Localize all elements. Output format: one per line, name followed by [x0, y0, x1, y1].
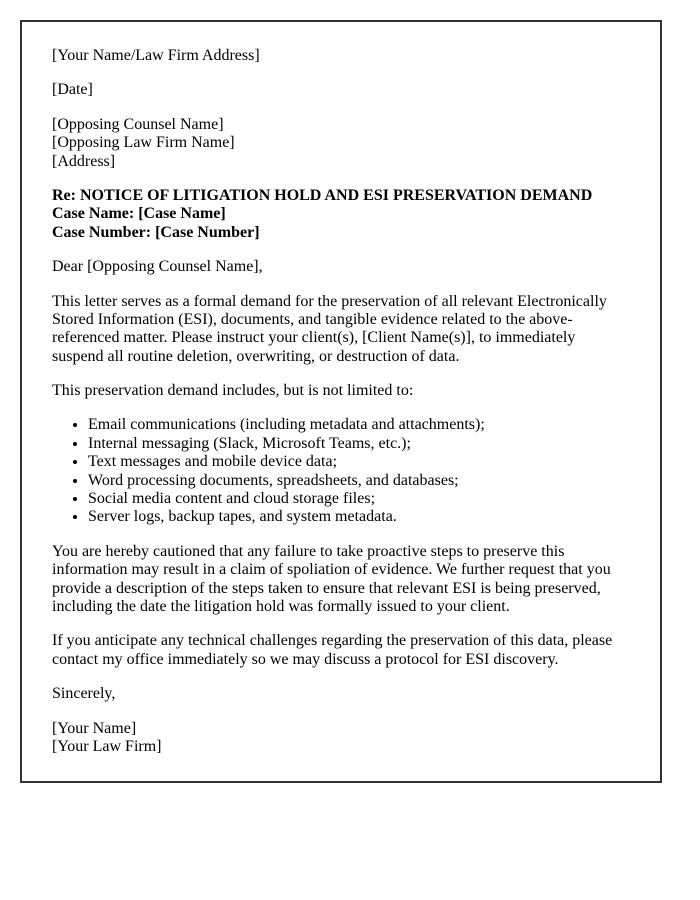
- list-item-server-logs: • Server logs, backup tapes, and system metadata.: [88, 508, 630, 526]
- list-item-text-messages: • Text messages and mobile device data;: [88, 453, 630, 471]
- paragraph-demand-intro: This letter serves as a formal demand for the preservation of all relevant Electronically Stored Information (ESI), documents, and tangible evidence related to the above-referenced matter. Please instruct your client(s), [Client Name(s)], to immediately suspend all routine deletion, overwriting, or destruction of data.: [52, 292, 607, 365]
- list-item-email: • Email communications (including metadata and attachments);: [88, 416, 630, 434]
- subject-case-name: Case Name: [Case Name]: [52, 205, 226, 223]
- signature-name: [Your Name]: [52, 719, 137, 737]
- subject-case-number: Case Number: [Case Number]: [52, 223, 260, 241]
- signature-firm: [Your Law Firm]: [52, 737, 162, 755]
- recipient-law-firm-name: [Opposing Law Firm Name]: [52, 134, 235, 152]
- recipient-address: [Address]: [52, 152, 116, 170]
- paragraph-technical: If you anticipate any technical challenges regarding the preservation of this data, please contact my office immediately so we may discuss a protocol for ESI discovery.: [52, 632, 613, 668]
- recipient-counsel-name: [Opposing Counsel Name]: [52, 115, 224, 133]
- date-line: [Date]: [52, 81, 93, 99]
- subject-block: [52, 187, 630, 242]
- litigation-hold-letter: [20, 20, 662, 783]
- list-item-social-media: • Social media content and cloud storage files;: [88, 490, 630, 508]
- subject-re-line: Re: NOTICE OF LITIGATION HOLD AND ESI PRESERVATION DEMAND: [52, 186, 593, 204]
- closing: Sincerely,: [52, 685, 116, 703]
- signature-block: [52, 720, 630, 757]
- list-item-internal-messaging: • Internal messaging (Slack, Microsoft Teams, etc.);: [88, 435, 630, 453]
- preservation-list: [52, 416, 630, 526]
- salutation: Dear [Opposing Counsel Name],: [52, 258, 263, 276]
- list-item-word-processing: • Word processing documents, spreadsheets, and databases;: [88, 472, 630, 490]
- recipient-block: [52, 116, 630, 171]
- paragraph-list-intro: This preservation demand includes, but is not limited to:: [52, 382, 414, 400]
- sender-address: [Your Name/Law Firm Address]: [52, 47, 260, 64]
- paragraph-caution: You are hereby cautioned that any failure to take proactive steps to preserve this information may result in a claim of spoliation of evidence. We further request that you provide a description of the steps taken to ensure that relevant ESI is being preserved, including the date the litigation hold was formally issued to your client.: [52, 542, 611, 615]
